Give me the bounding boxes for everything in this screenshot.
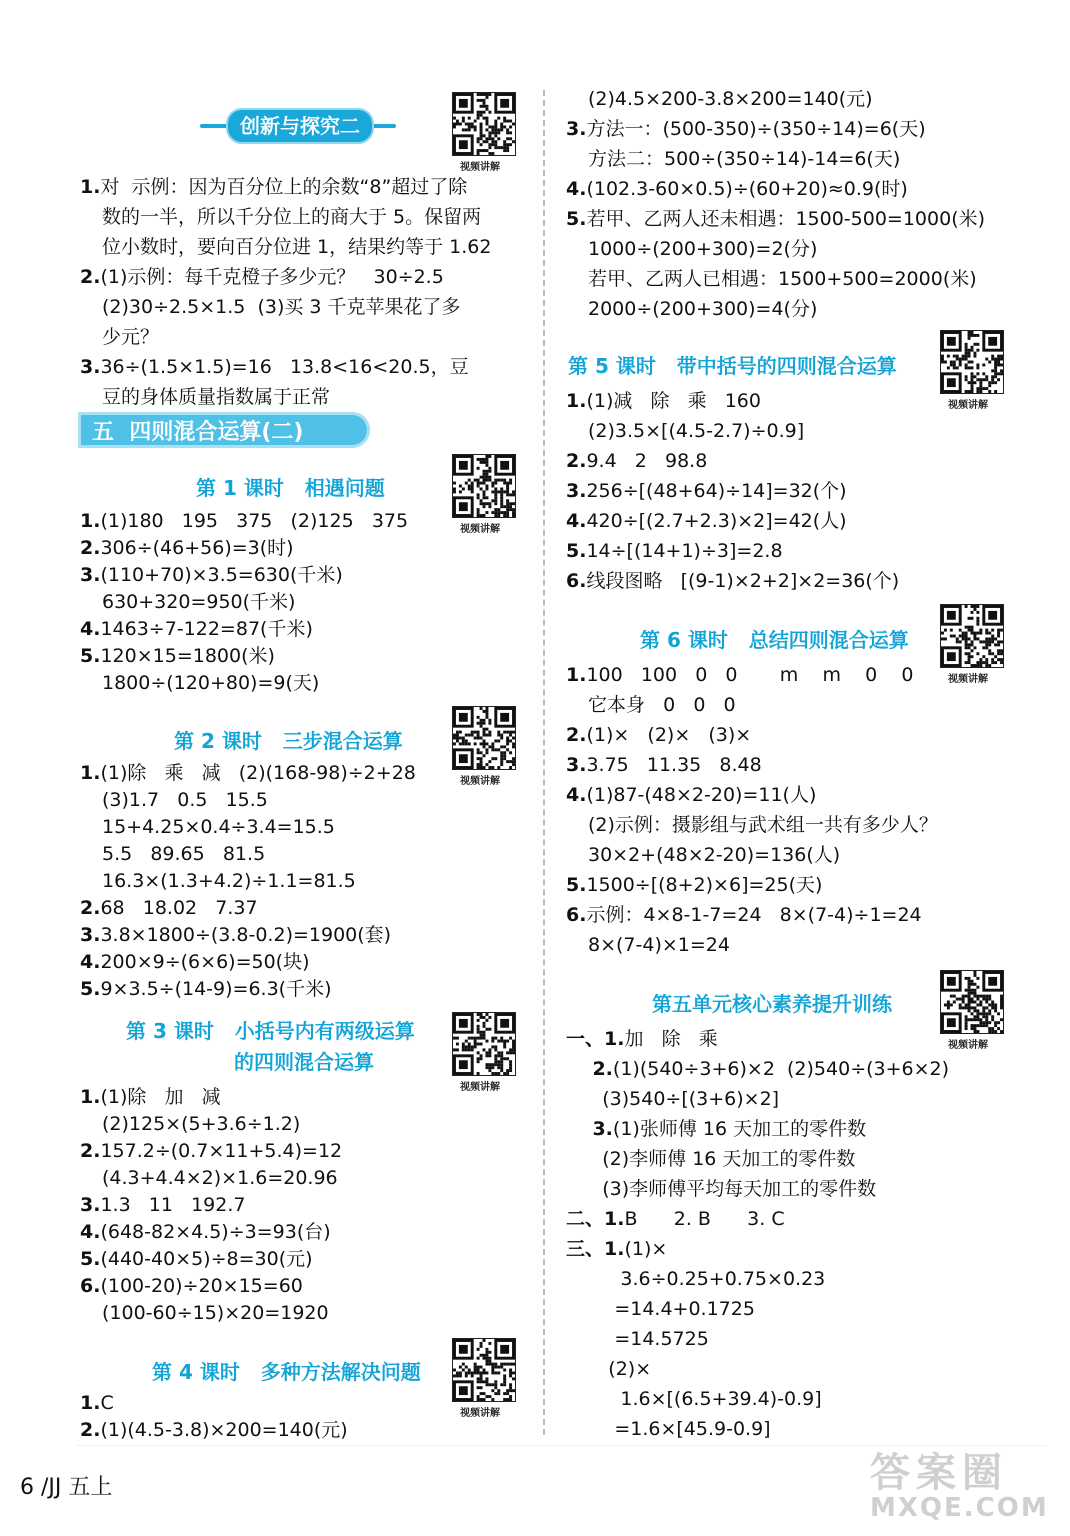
question-number: 4. <box>80 951 101 973</box>
answer-text: 157.2÷(0.7×11+5.4)=12 <box>100 1140 343 1162</box>
question-number: 3. <box>566 754 587 776</box>
answer-text: 1500÷[(8+2)×6]=25(天) <box>586 874 823 896</box>
question-number: 4. <box>566 510 587 532</box>
bottom-rule <box>76 1445 1046 1446</box>
question-number: 1. <box>80 1392 101 1414</box>
answer-text: (110+70)×3.5=630(千米) <box>100 564 343 586</box>
answer-line <box>566 86 873 113</box>
question-number: 3. <box>80 1194 101 1216</box>
answer-text: 加 除 乘 <box>624 1028 718 1050</box>
qr-code-icon[interactable] <box>452 706 516 770</box>
answer-line <box>566 538 783 565</box>
answer-line <box>566 932 730 959</box>
question-number: 1. <box>80 510 101 532</box>
answer-text: (2)30÷2.5×1.5 (3)买 3 千克苹果花了多 <box>102 296 461 318</box>
answer-text: (1)(4.5-3.8)×200=140(元) <box>100 1419 348 1441</box>
answer-line <box>80 562 343 589</box>
question-number: 4. <box>80 618 101 640</box>
answer-line <box>566 782 816 809</box>
question-number: 1. <box>566 664 587 686</box>
answer-line <box>80 868 356 895</box>
question-number: 3. <box>566 480 587 502</box>
page-footer: 6 /JJ 五上 <box>20 1475 113 1500</box>
answer-text: (1)张师傅 16 天加工的零件数 <box>612 1118 867 1140</box>
answer-line <box>80 1138 342 1165</box>
answer-line <box>566 116 926 143</box>
lesson-2-title: 第 2 课时 三步混合运算 <box>174 729 403 753</box>
answer-text: 14÷[(14+1)÷3]=2.8 <box>586 540 783 562</box>
qr-code-icon[interactable] <box>452 1338 516 1402</box>
question-number: 4. <box>566 784 587 806</box>
answer-text: (648-82×4.5)÷3=93(台) <box>100 1221 331 1243</box>
answer-line <box>566 1176 876 1203</box>
answer-text: 9.4 2 98.8 <box>586 450 708 472</box>
answer-text: (2)李师傅 16 天加工的零件数 <box>566 1148 856 1170</box>
question-number: 5. <box>80 645 101 667</box>
answer-line <box>80 1165 338 1192</box>
answer-line <box>566 1116 866 1143</box>
qr-caption: 视频讲解 <box>460 1408 500 1419</box>
answer-line <box>80 616 313 643</box>
answer-line <box>80 895 258 922</box>
answer-text: (1)(540÷3+6)×2 (2)540÷(3+6×2) <box>612 1058 950 1080</box>
lesson-3-title: 第 3 课时 小括号内有两级运算 <box>126 1019 415 1043</box>
answer-text: 8×(7-4)×1=24 <box>588 934 730 956</box>
answer-line <box>80 1111 300 1138</box>
qr-code-icon[interactable] <box>940 970 1004 1034</box>
question-number: 3. <box>80 356 101 378</box>
answer-line <box>566 508 847 535</box>
answer-text: 5.5 89.65 81.5 <box>102 843 266 865</box>
answer-text: 3.75 11.35 8.48 <box>586 754 762 776</box>
answer-line <box>80 384 330 411</box>
question-number: 4. <box>80 1221 101 1243</box>
answer-line <box>566 1206 785 1233</box>
qr-caption: 视频讲解 <box>460 524 500 535</box>
answer-text: 1000÷(200+300)=2(分) <box>588 238 818 260</box>
qr-code-icon[interactable] <box>452 454 516 518</box>
answer-line <box>566 1086 779 1113</box>
answer-line <box>80 535 294 562</box>
answer-line <box>80 949 310 976</box>
answer-text: (1)示例：每千克橙子多少元？ 30÷2.5 <box>100 266 444 288</box>
answer-line <box>80 922 391 949</box>
answer-line <box>566 146 900 173</box>
question-number: 6. <box>566 570 587 592</box>
answer-text: (100-60÷15)×20=1920 <box>102 1302 329 1324</box>
answer-text: =1.6×[45.9-0.9] <box>566 1418 771 1440</box>
answer-line <box>566 662 913 689</box>
answer-text: (2)× <box>566 1358 652 1380</box>
question-number: 1. <box>80 1086 101 1108</box>
answer-line <box>566 722 751 749</box>
qr-caption: 视频讲解 <box>460 1082 500 1093</box>
answer-text: 1.3 11 192.7 <box>100 1194 246 1216</box>
qr-code-icon[interactable] <box>940 330 1004 394</box>
question-number: 2. <box>80 1140 101 1162</box>
answer-text: 示例：4×8-1-7=24 8×(7-4)÷1=24 <box>586 904 922 926</box>
qr-caption: 视频讲解 <box>948 1040 988 1051</box>
question-number: 5. <box>80 978 101 1000</box>
lesson-1-title: 第 1 课时 相遇问题 <box>196 476 385 500</box>
answer-text: 3.6÷0.25+0.75×0.23 <box>566 1268 826 1290</box>
answer-line <box>80 1246 313 1273</box>
answer-line <box>566 842 840 869</box>
answer-text: (1)180 195 375 (2)125 375 <box>100 510 409 532</box>
answer-text: 100 100 0 0 m m 0 0 <box>586 664 914 686</box>
question-number: 5. <box>566 208 587 230</box>
answer-text: 1463÷7-122=87(千米) <box>100 618 313 640</box>
question-number: 4. <box>566 178 587 200</box>
answer-line <box>566 1386 822 1413</box>
answer-text: (2)3.5×[(4.5-2.7)÷0.9] <box>588 420 805 442</box>
answer-text: (1)× <box>624 1238 668 1260</box>
answer-line <box>80 1219 331 1246</box>
answer-line <box>566 266 977 293</box>
answer-line <box>80 234 491 261</box>
answer-line <box>566 902 922 929</box>
answer-text: (1)除 加 减 <box>100 1086 221 1108</box>
question-number: 2. <box>566 450 587 472</box>
unit-title: 五 四则混合运算(二) <box>92 420 304 445</box>
question-number: 5. <box>566 874 587 896</box>
answer-line <box>80 814 335 841</box>
answer-line <box>80 264 444 291</box>
answer-line <box>80 174 467 201</box>
answer-line <box>80 760 416 787</box>
answer-line <box>566 1266 825 1293</box>
answer-line <box>566 448 707 475</box>
answer-text: 1.6×[(6.5+39.4)-0.9] <box>566 1388 822 1410</box>
answer-text: (1)87-(48×2-20)=11(人) <box>586 784 817 806</box>
question-number: 1. <box>80 176 101 198</box>
answer-line <box>566 478 847 505</box>
answer-text: 30×2+(48×2-20)=136(人) <box>588 844 841 866</box>
answer-line <box>566 176 908 203</box>
section-banner-innovation <box>200 106 396 144</box>
question-number: 2. <box>80 266 101 288</box>
answer-text: (100-20)÷20×15=60 <box>100 1275 303 1297</box>
answer-text: 306÷(46+56)=3(时) <box>100 537 294 559</box>
answer-line <box>80 204 481 231</box>
answer-text: 方法一：(500-350)÷(350÷14)=6(天) <box>586 118 926 140</box>
answer-line <box>566 1296 755 1323</box>
question-number: 2. <box>566 1058 613 1080</box>
answer-text: 它本身 0 0 0 <box>588 694 736 716</box>
lesson-6-title: 第 6 课时 总结四则混合运算 <box>640 628 909 652</box>
answer-line <box>80 294 461 321</box>
answer-line <box>566 1416 771 1443</box>
answer-text: 豆的身体质量指数属于正常 <box>102 386 331 408</box>
watermark-logo <box>870 1452 1049 1522</box>
question-number: 3. <box>566 1118 613 1140</box>
answer-line <box>566 1056 949 1083</box>
lesson-5-title: 第 5 课时 带中括号的四则混合运算 <box>568 354 897 378</box>
question-number: 3. <box>80 564 101 586</box>
answer-text: B 2. B 3. C <box>624 1208 785 1230</box>
answer-text: (3)1.7 0.5 15.5 <box>102 789 268 811</box>
qr-caption: 视频讲解 <box>460 162 500 173</box>
answer-text: 630+320=950(千米) <box>102 591 296 613</box>
lesson-4-title: 第 4 课时 多种方法解决问题 <box>152 1360 421 1384</box>
answer-line <box>566 568 899 595</box>
answer-line <box>566 296 817 323</box>
column-divider <box>543 90 545 1435</box>
answer-text: (1)除 乘 减 (2)(168-98)÷2+28 <box>100 762 416 784</box>
answer-line <box>80 1273 303 1300</box>
answer-text: 15+4.25×0.4÷3.4=15.5 <box>102 816 335 838</box>
answer-text: (2)示例：摄影组与武术组一共有多少人？ <box>588 814 938 836</box>
qr-caption: 视频讲解 <box>948 400 988 411</box>
answer-text: 16.3×(1.3+4.2)÷1.1=81.5 <box>102 870 356 892</box>
answer-text: (2)4.5×200-3.8×200=140(元) <box>588 88 873 110</box>
answer-text: 3.8×1800÷(3.8-0.2)=1900(套) <box>100 924 392 946</box>
answer-text: =14.5725 <box>566 1328 709 1350</box>
question-number: 3. <box>566 118 587 140</box>
section-banner-label: 创新与探究二 <box>226 108 374 144</box>
qr-caption: 视频讲解 <box>948 674 988 685</box>
answer-line <box>566 1146 855 1173</box>
watermark-text: 答案圈 <box>870 1450 1008 1496</box>
answer-line <box>80 787 268 814</box>
answer-text: C <box>100 1392 114 1414</box>
answer-text: 位小数时，要向百分位进 1，结果约等于 1.62 <box>102 236 492 258</box>
answer-line <box>566 388 761 415</box>
answer-line <box>566 1356 651 1383</box>
answer-line <box>80 1300 329 1327</box>
answer-text: 少元？ <box>102 326 160 348</box>
question-number: 一、1. <box>566 1028 625 1050</box>
lesson-3-title-cont: 的四则混合运算 <box>234 1050 374 1074</box>
question-number: 2. <box>80 1419 101 1441</box>
qr-caption: 视频讲解 <box>460 776 500 787</box>
answer-line <box>80 589 295 616</box>
answer-line <box>566 206 985 233</box>
answer-line <box>566 872 822 899</box>
answer-text: (1)减 除 乘 160 <box>586 390 761 412</box>
answer-text: 2000÷(200+300)=4(分) <box>588 298 818 320</box>
question-number: 2. <box>80 897 101 919</box>
answer-text: 420÷[(2.7+2.3)×2]=42(人) <box>586 510 847 532</box>
answer-text: (3)540÷[(3+6)×2] <box>566 1088 780 1110</box>
answer-text: (3)李师傅平均每天加工的零件数 <box>566 1178 877 1200</box>
answer-text: 200×9÷(6×6)=50(块) <box>100 951 310 973</box>
answer-text: 数的一半，所以千分位上的商大于 5。保留两 <box>102 206 482 228</box>
question-number: 6. <box>566 904 587 926</box>
watermark-url: MXQE.COM <box>870 1493 1049 1523</box>
answer-line <box>80 508 408 535</box>
answer-line <box>566 812 938 839</box>
answer-text: (2)125×(5+3.6÷1.2) <box>102 1113 301 1135</box>
answer-line <box>80 1192 245 1219</box>
answer-text: 对 示例：因为百分位上的余数“8”超过了除 <box>100 176 468 198</box>
unit-title-banner <box>78 412 370 448</box>
answer-line <box>566 418 804 445</box>
question-number: 5. <box>566 540 587 562</box>
answer-line <box>80 670 319 697</box>
answer-text: 36÷(1.5×1.5)=16 13.8<16<20.5，豆 <box>100 356 469 378</box>
answer-line <box>80 1390 114 1417</box>
answer-text: (440-40×5)÷8=30(元) <box>100 1248 313 1270</box>
unit-review-title: 第五单元核心素养提升训练 <box>652 992 892 1016</box>
answer-text: 256÷[(48+64)÷14]=32(个) <box>586 480 847 502</box>
answer-line <box>566 692 736 719</box>
answer-text: 线段图略 [(9-1)×2+2]×2=36(个) <box>586 570 900 592</box>
answer-line <box>80 841 265 868</box>
answer-line <box>566 752 762 779</box>
answer-line <box>566 1236 667 1263</box>
answer-line <box>80 354 469 381</box>
qr-code-icon[interactable] <box>452 92 516 156</box>
answer-text: (1)× (2)× (3)× <box>586 724 752 746</box>
answer-text: 若甲、乙两人已相遇：1500+500=2000(米) <box>588 268 977 290</box>
question-number: 3. <box>80 924 101 946</box>
answer-line <box>566 236 817 263</box>
answer-text: 120×15=1800(米) <box>100 645 275 667</box>
answer-text: 68 18.02 7.37 <box>100 897 258 919</box>
answer-line <box>80 976 332 1003</box>
answer-text: 1800÷(120+80)=9(天) <box>102 672 320 694</box>
question-number: 1. <box>566 390 587 412</box>
qr-code-icon[interactable] <box>452 1012 516 1076</box>
question-number: 5. <box>80 1248 101 1270</box>
question-number: 二、1. <box>566 1208 625 1230</box>
answer-line <box>80 1084 221 1111</box>
answer-text: (4.3+4.4×2)×1.6=20.96 <box>102 1167 338 1189</box>
question-number: 2. <box>80 537 101 559</box>
answer-text: =14.4+0.1725 <box>566 1298 755 1320</box>
answer-text: 方法二：500÷(350÷14)-14=6(天) <box>588 148 901 170</box>
question-number: 2. <box>566 724 587 746</box>
answer-line <box>566 1026 718 1053</box>
question-number: 1. <box>80 762 101 784</box>
answer-text: 若甲、乙两人还未相遇：1500-500=1000(米) <box>586 208 986 230</box>
answer-line <box>80 643 275 670</box>
answer-line <box>80 1417 348 1444</box>
question-number: 6. <box>80 1275 101 1297</box>
answer-line <box>566 1326 709 1353</box>
answer-text: (102.3-60×0.5)÷(60+20)≈0.9(时) <box>586 178 908 200</box>
answer-text: 9×3.5÷(14-9)=6.3(千米) <box>100 978 332 1000</box>
answer-line <box>80 324 159 351</box>
question-number: 三、1. <box>566 1238 625 1260</box>
qr-code-icon[interactable] <box>940 604 1004 668</box>
